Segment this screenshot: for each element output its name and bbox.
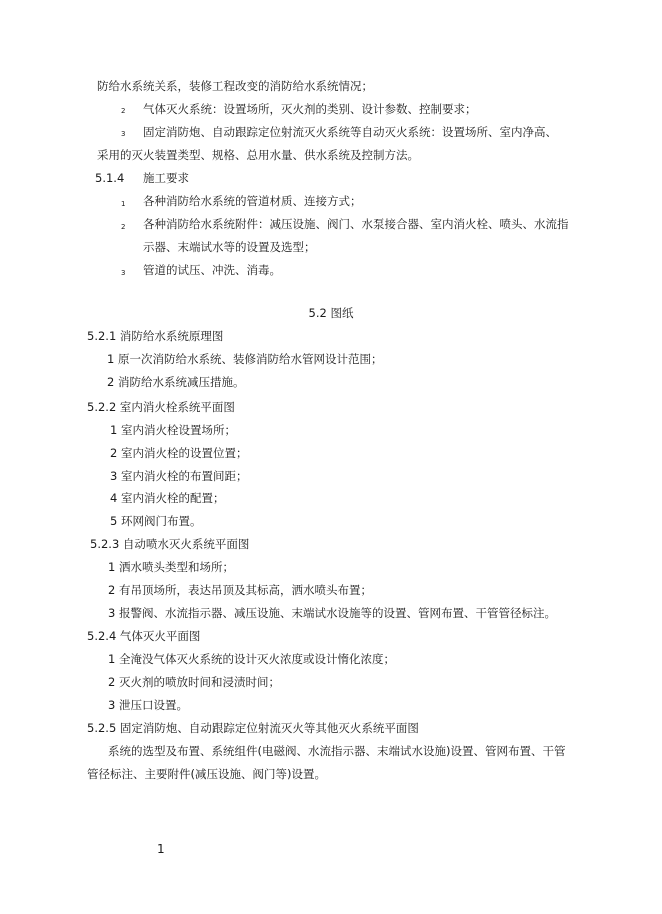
paragraph-continuation: 防给水系统关系，装修工程改变的消防给水系统情况；: [97, 79, 373, 93]
list-item: 3 报警阀、水流指示器、减压设施、末端试水设施等的设置、管网布置、干管管径标注。: [108, 606, 556, 620]
subsection-heading: 5.2.1 消防给水系统原理图: [87, 329, 224, 343]
list-item: 2 灭火剂的喷放时间和浸渍时间；: [108, 675, 280, 689]
section-heading: 施工要求: [143, 171, 189, 185]
paragraph-continuation: 管径标注、主要附件(减压设施、阀门等)设置。: [87, 767, 326, 781]
list-item: 气体灭火系统：设置场所，灭火剂的类别、设计参数、控制要求；: [143, 102, 477, 116]
list-item: 5 环网阀门布置。: [110, 514, 202, 528]
list-item: 固定消防炮、自动跟踪定位射流灭火系统等自动灭火系统：设置场所、室内净高、: [143, 125, 557, 139]
subsection-heading: 5.2.5 固定消防炮、自动跟踪定位射流灭火等其他灭火系统平面图: [87, 721, 419, 735]
list-number: 1: [121, 200, 126, 208]
list-number: 3: [121, 130, 126, 138]
list-item: 1 室内消火栓设置场所；: [110, 423, 236, 437]
list-item: 2 室内消火栓的设置位置；: [110, 446, 248, 460]
section-title: 5.2 图纸: [308, 306, 354, 320]
list-item: 1 原一次消防给水系统、装修消防给水管网设计范围；: [107, 352, 383, 366]
list-item: 1 洒水喷头类型和场所；: [108, 560, 234, 574]
subsection-heading: 5.2.2 室内消火栓系统平面图: [87, 400, 235, 414]
list-item-continuation: 采用的灭火装置类型、规格、总用水量、供水系统及控制方法。: [97, 148, 419, 162]
list-item: 2 消防给水系统减压措施。: [107, 375, 245, 389]
list-item: 3 室内消火栓的布置间距；: [110, 469, 248, 483]
list-item: 管道的试压、冲洗、消毒。: [143, 263, 281, 277]
list-item: 3 泄压口设置。: [108, 698, 188, 712]
section-number: 5.1.4: [95, 171, 125, 185]
subsection-heading: 5.2.3 自动喷水灭火系统平面图: [90, 537, 250, 551]
list-item: 2 有吊顶场所，表达吊顶及其标高，洒水喷头布置；: [108, 583, 372, 597]
list-number: 3: [121, 269, 126, 277]
list-number: 2: [121, 107, 126, 115]
list-item: 各种消防给水系统附件：减压设施、阀门、水泵接合器、室内消火栓、喷头、水流指: [143, 217, 569, 231]
list-item: 1 全淹没气体灭火系统的设计灭火浓度或设计惰化浓度；: [108, 652, 395, 666]
list-item: 各种消防给水系统的管道材质、连接方式；: [143, 194, 362, 208]
subsection-heading: 5.2.4 气体灭火平面图: [87, 629, 201, 643]
list-item: 4 室内消火栓的配置；: [110, 491, 225, 505]
list-number: 2: [121, 223, 126, 231]
list-item-continuation: 示器、末端试水等的设置及选型；: [143, 240, 316, 254]
paragraph: 系统的选型及布置、系统组件(电磁阀、水流指示器、末端试水设施)设置、管网布置、干管: [108, 744, 566, 758]
page-number: 1: [157, 842, 165, 856]
